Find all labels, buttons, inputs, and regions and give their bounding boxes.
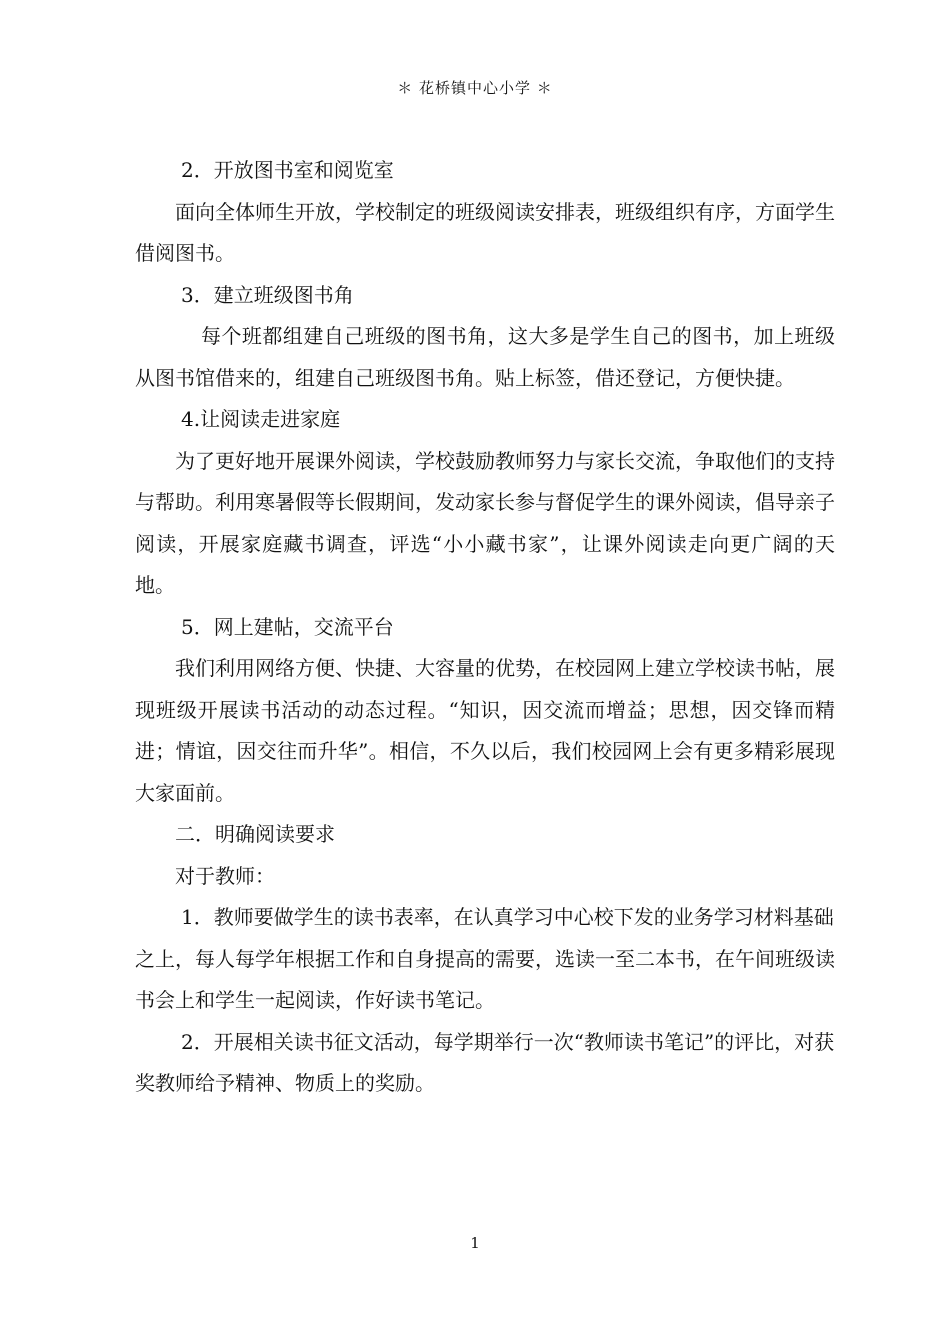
section-heading-online-platform: 5．网上建帖，交流平台 — [181, 614, 394, 639]
header-text: ＊ 花桥镇中心小学 ＊ — [397, 79, 553, 97]
paragraph-family-reading: 为了更好地开展课外阅读，学校鼓励教师努力与家长交流，争取他们的支持与帮助。利用寒暑假等长假期间，发动家长参与督促学生的课外阅读，倡导亲子阅读，开展家庭藏书调查，评选“小小藏书家”，让课外阅读走向更广阔的天地。 — [135, 448, 835, 597]
paragraph-class-book-corner: 每个班都组建自己班级的图书角，这大多是学生自己的图书，加上班级从图书馆借来的，组建自己班级图书角。贴上标签，借还登记，方便快捷。 — [135, 324, 835, 390]
page-header — [0, 78, 950, 98]
section-heading-class-book-corner: 3．建立班级图书角 — [181, 282, 354, 307]
page-number-text: 1 — [470, 1234, 480, 1252]
paragraph-teacher-requirement-1: 1．教师要做学生的读书表率，在认真学习中心校下发的业务学习材料基础之上，每人每学年根据工作和自身提高的需要，选读一至二本书，在午间班级读书会上和学生一起阅读，作好读书笔记。 — [135, 905, 835, 1012]
paragraph-teacher-requirement-2: 2．开展相关读书征文活动，每学期举行一次“教师读书笔记”的评比，对获奖教师给予精神、物质上的奖励。 — [135, 1029, 835, 1095]
section-heading-family-reading: 4.让阅读走进家庭 — [181, 407, 341, 431]
section-heading-reading-requirements: 二．明确阅读要求 — [175, 822, 335, 846]
page-number — [0, 1233, 950, 1253]
section-heading-open-library: 2．开放图书室和阅览室 — [181, 158, 394, 182]
subheading-for-teachers: 对于教师： — [175, 863, 275, 888]
paragraph-online-platform: 我们利用网络方便、快捷、大容量的优势，在校园网上建立学校读书帖，展现班级开展读书活动的动态过程。“知识，因交流而增益；思想，因交锋而精进；情谊，因交往而升华”。相信，不久以后，我们校园网上会有更多精彩展现大家面前。 — [135, 656, 835, 805]
paragraph-open-library: 面向全体师生开放，学校制定的班级阅读安排表，班级组织有序，方面学生借阅图书。 — [135, 199, 835, 265]
document-body — [135, 150, 835, 1105]
